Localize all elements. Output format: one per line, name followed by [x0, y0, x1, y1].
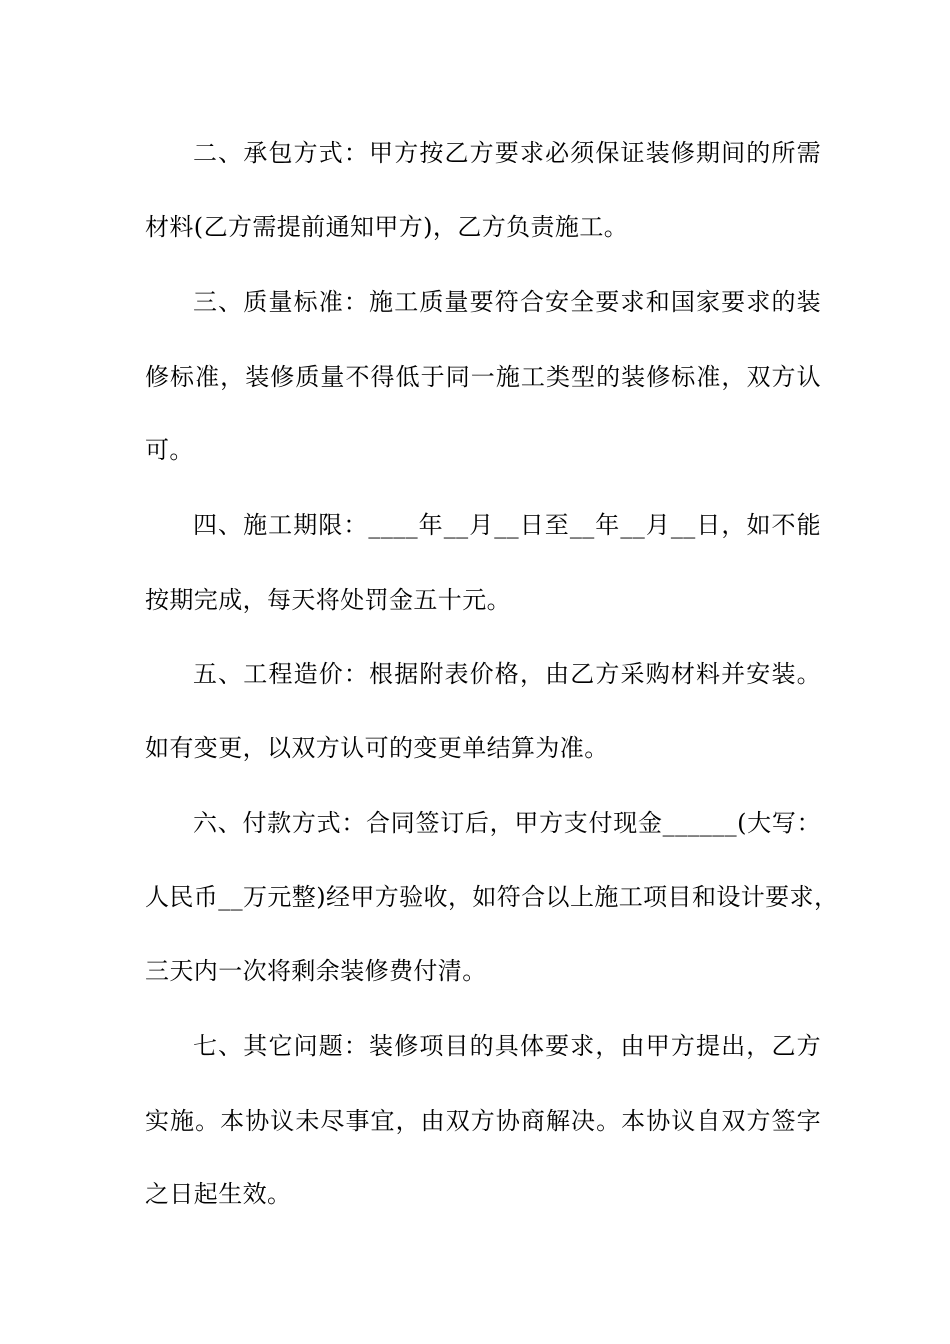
- paragraph-line: 五、工程造价：根据附表价格，由乙方采购材料并安装。: [193, 660, 821, 688]
- paragraph-line: 三天内一次将剩余装修费付清。: [145, 957, 487, 985]
- paragraph-line: 七、其它问题：装修项目的具体要求，由甲方提出，乙方: [193, 1032, 821, 1060]
- paragraph-line: 修标准，装修质量不得低于同一施工类型的装修标准，双方认: [145, 363, 821, 391]
- paragraph-line: 按期完成，每天将处罚金五十元。: [145, 586, 511, 614]
- paragraph-line: 可。: [145, 436, 194, 464]
- paragraph-line: 六、付款方式：合同签订后，甲方支付现金______(大写：: [193, 809, 821, 837]
- paragraph-line: 三、质量标准：施工质量要符合安全要求和国家要求的装: [193, 288, 821, 316]
- paragraph-line: 人民币__万元整)经甲方验收，如符合以上施工项目和设计要求，: [145, 883, 839, 911]
- paragraph-line: 二、承包方式：甲方按乙方要求必须保证装修期间的所需: [193, 139, 821, 167]
- paragraph-line: 材料(乙方需提前通知甲方)，乙方负责施工。: [145, 213, 629, 241]
- paragraph-line: 实施。本协议未尽事宜，由双方协商解决。本协议自双方签字: [145, 1107, 821, 1135]
- paragraph-line: 四、施工期限：____年__月__日至__年__月__日，如不能: [193, 511, 821, 539]
- paragraph-line: 之日起生效。: [145, 1180, 292, 1208]
- paragraph-line: 如有变更，以双方认可的变更单结算为准。: [145, 734, 609, 762]
